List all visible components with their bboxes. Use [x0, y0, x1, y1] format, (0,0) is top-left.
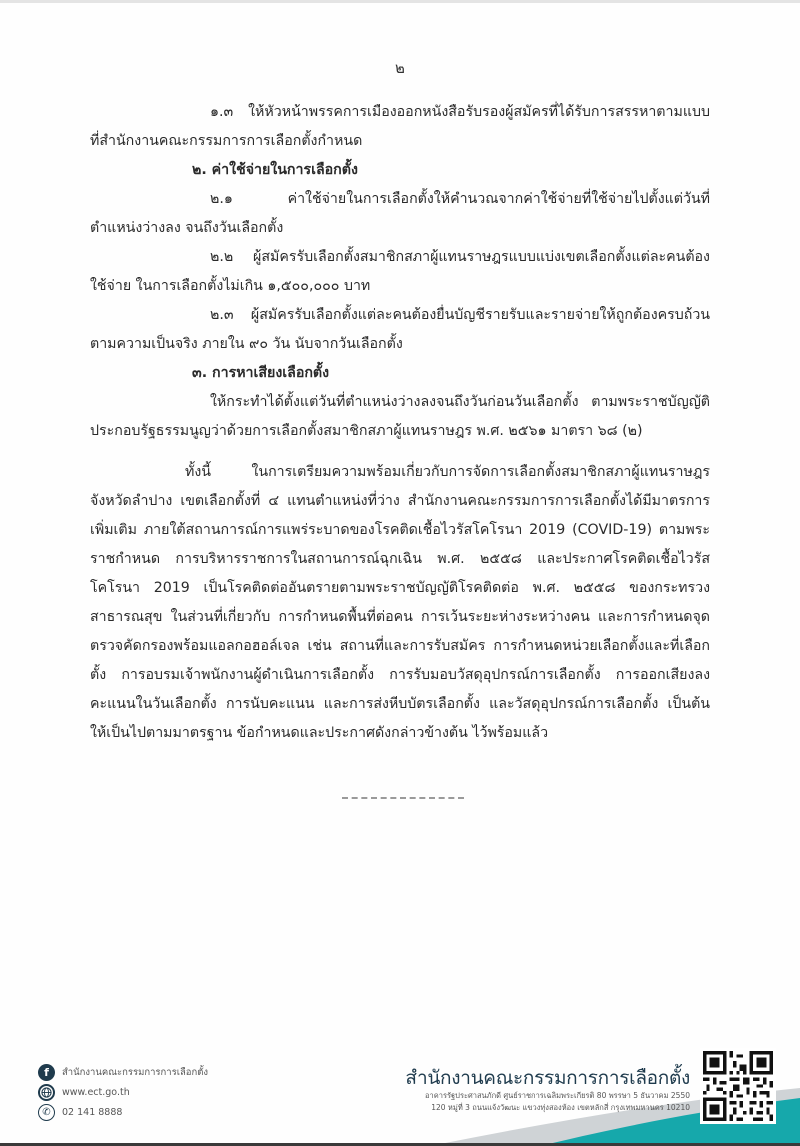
page-number: ๒ — [395, 59, 405, 77]
organization-name: สำนักงานคณะกรรมการการเลือกตั้ง — [405, 1067, 690, 1089]
address-line-2: 120 หมู่ที่ 3 ถนนแจ้งวัฒนะ แขวงทุ่งสองห้อง เขตหลักสี่ กรุงเทพมหานคร 10210 — [431, 1103, 690, 1112]
item-1-3: ๑.๓ ให้หัวหน้าพรรคการเมืองออกหนังสือรับรองผู้สมัครที่ได้รับการสรรหาตามแบบ ที่สำนักงานคณะกรรมการการเลือกตั้งกำหนด — [90, 104, 710, 149]
phone-icon: ✆ — [38, 1104, 55, 1121]
heading-campaigning: ๓. การหาเสียงเลือกตั้ง — [192, 365, 330, 381]
facebook-label: สำนักงานคณะกรรมการการเลือกตั้ง — [62, 1066, 209, 1078]
closing-paragraph: ทั้งนี้ ในการเตรียมความพร้อมเกี่ยวกับการจัดการเลือกตั้งสมาชิกสภาผู้แทนราษฎร จังหวัดลำปาง เขตเลือกตั้งที่ ๔ แทนตำแหน่งที่ว่าง สำนักงานคณะกรรมการการเลือกตั้งได้มีมาตรการเพิ่มเติม ภายใต้สถานการณ์การแพร่ระบาดของโรคติดเชื้อไวรัสโคโรนา 2019 (COVID-19) ตามพระราชกำหนด การบริหารราชการในสถานการณ์ฉุกเฉิน พ.ศ. ๒๕๕๘ และประกาศโรคติดเชื้อไวรัสโคโรนา 2019 เป็นโรคติดต่ออันตรายตามพระราชบัญญัติโรคติดต่อ พ.ศ. ๒๕๕๘ ของกระทรวงสาธารณสุข ในส่วนที่เกี่ยวกับ การกำหนดพื้นที่ต่อคน การเว้นระยะห่างระหว่างคน และการกำหนดจุดตรวจคัดกรองพร้อมแอลกอฮอล์เจล เช่น สถานที่และการรับสมัคร การกำหนดหน่วยเลือกตั้งและที่เลือกตั้ง การอบรมเจ้าพนักงานผู้ดำเนินการเลือกตั้ง การรับมอบวัสดุอุปกรณ์การเลือกตั้ง การออกเสียงลงคะแนนในวันเลือกตั้ง การนับคะแนน และการส่งหีบบัตรเลือกตั้ง และวัสดุอุปกรณ์การเลือกตั้ง เป็นต้น ให้เป็นไปตามมาตรฐาน ข้อกำหนดและประกาศดังกล่าวข้างต้น ไว้พร้อมแล้ว — [90, 464, 710, 741]
globe-icon — [38, 1084, 55, 1101]
item-2-3: ๒.๓ ผู้สมัครรับเลือกตั้งแต่ละคนต้องยื่นบัญชีรายรับและรายจ่ายให้ถูกต้องครบถ้วน ตามความเป็นจริง ภายใน ๙๐ วัน นับจากวันเลือกตั้ง — [90, 307, 710, 352]
website-link: www.ect.go.th — [62, 1086, 130, 1098]
contact-website[interactable] — [38, 1082, 208, 1102]
end-divider — [342, 797, 464, 799]
phone-number: 02 141 8888 — [62, 1106, 123, 1118]
contact-phone[interactable] — [38, 1102, 208, 1122]
item-3-body: ให้กระทำได้ตั้งแต่วันที่ตำแหน่งว่างลงจนถึงวันก่อนวันเลือกตั้ง ตามพระราชบัญญัติ ประกอบรัฐธรรมนูญว่าด้วยการเลือกตั้งสมาชิกสภาผู้แทนราษฎร พ.ศ. ๒๕๖๑ มาตรา ๖๘ (๒) — [90, 394, 710, 439]
address-line-1: อาคารรัฐประศาสนภักดี ศูนย์ราชการเฉลิมพระเกียรติ 80 พรรษา 5 ธันวาคม 2550 — [425, 1091, 690, 1100]
contact-list — [38, 1062, 208, 1122]
page-top-edge — [0, 0, 800, 3]
item-2-2: ๒.๒ ผู้สมัครรับเลือกตั้งสมาชิกสภาผู้แทนราษฎรแบบแบ่งเขตเลือกตั้งแต่ละคนต้องใช้จ่าย ในการเลือกตั้งไม่เกิน ๑,๕๐๐,๐๐๐ บาท — [90, 249, 710, 294]
qr-code[interactable] — [700, 1048, 776, 1124]
letterhead-footer — [0, 1030, 800, 1146]
heading-expenses: ๒. ค่าใช้จ่ายในการเลือกตั้ง — [192, 162, 358, 178]
item-2-1: ๒.๑ ค่าใช้จ่ายในการเลือกตั้งให้คำนวณจากค่าใช้จ่ายที่ใช้จ่ายไปตั้งแต่วันที่ตำแหน่งว่างลง จนถึงวันเลือกตั้ง — [90, 191, 710, 236]
qr-code-icon — [703, 1051, 773, 1121]
document-body — [90, 98, 710, 748]
contact-facebook[interactable] — [38, 1062, 208, 1082]
organization-block — [405, 1066, 690, 1114]
facebook-icon: f — [38, 1064, 55, 1081]
